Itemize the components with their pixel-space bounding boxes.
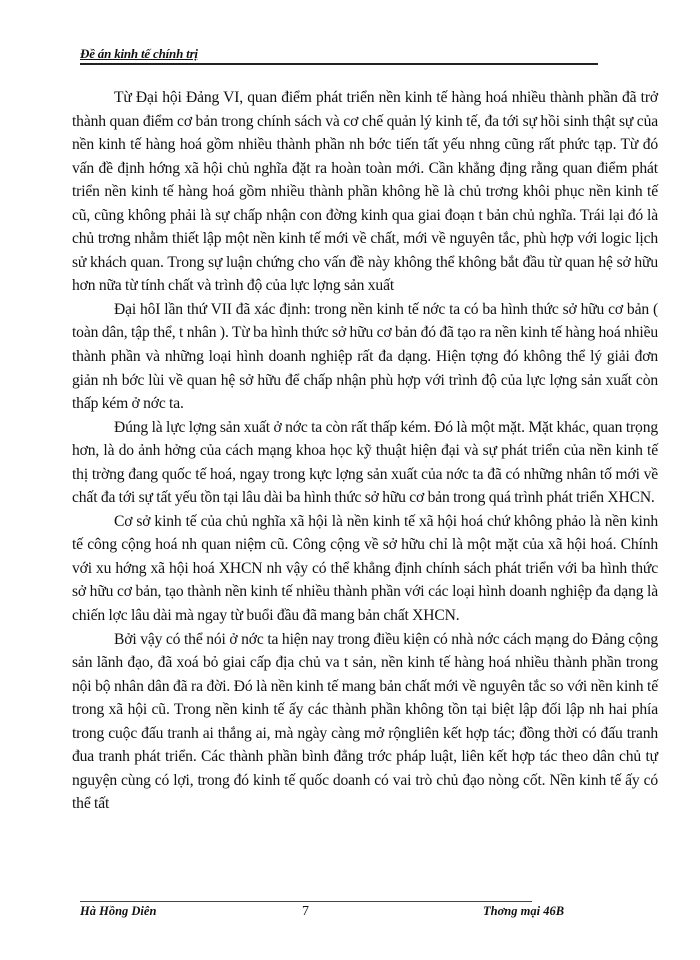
header-title: Đề án kinh tế chính trị: [80, 46, 198, 61]
paragraph: Đúng là lực lợng sản xuất ở nớc ta còn rất thấp kém. Đó là một mặt. Mặt khác, quan trọng hơn, là do ảnh hởng của cách mạng khoa học kỹ thuật hiện đại và sự phát triển của nền kinh tế thị trờng đang quốc tế hoá, ngay trong kực lợng sản xuất của nớc ta đã có những nhân tố mới về chất đa tới sự tất yếu tồn tại lâu dài ba hình thức sở hữu cơ bản trong quá trình phát triển XHCN.: [72, 418, 658, 507]
footer-divider: [80, 901, 532, 902]
footer-class-label: Thơng mại 46B: [483, 904, 565, 918]
page-number: 7: [302, 904, 309, 919]
paragraph: Cơ sở kinh tế của chủ nghĩa xã hội là nền kinh tế xã hội hoá chứ không phảo là nền kinh tế công cộng hoá nh quan niệm cũ. Công cộng về sở hữu chỉ là một mặt của xã hội hoá. Chính với xu hớng xã hội hoá XHCN nh vậy có thể khẳng định chính sách phát triển với ba hình thức sở hữu cơ bản, tạo thành nền kinh tế nhiều thành phần với các loại hình doanh nghiệp đa dạng là chiến lợc lâu dài mà ngay từ buổi đầu đã mang bản chất XHCN.: [72, 512, 658, 625]
paragraph: Đại hôI lần thứ VII đã xác định: trong nền kinh tế nớc ta có ba hình thức sở hữu cơ bản ( toàn dân, tập thể, t nhân ). Từ ba hình thức sở hữu cơ bản đó đã tạo ra nền kinh tế hàng hoá nhiều thành phần và những loại hình doanh nghiệp rất đa dạng. Hiện tợng đó không thể lý giải đơn giản nh bớc lùi về quan hệ sở hữu để chấp nhận phù hợp với trình độ của lực lợng sản xuất còn thấp kém ở nớc ta.: [72, 300, 658, 413]
document-body: [72, 86, 658, 816]
paragraph: Bởi vậy có thể nói ở nớc ta hiện nay trong điều kiện có nhà nớc cách mạng do Đảng cộng sản lãnh đạo, đã xoá bỏ giai cấp địa chủ va t sản, nền kinh tế hàng hoá nhiều thành phần trong nội bộ nhân dân đã ra đời. Đó là nền kinh tế mang bản chất mới về nguyên tắc so với nền kinh tế trong xã hội cũ. Trong nền kinh tế ấy các thành phần không tồn tại biệt lập đối lập nh hai phía trong cuộc đấu tranh ai thắng ai, mà ngày càng mở rộngliên kết hợp tác; đồng thời có đấu tranh đua tranh phát triển. Các thành phần bình đẳng trớc pháp luật, liên kết hợp tác theo dân chủ tự nguyện cùng có lợi, trong đó kinh tế quốc doanh có vai trò chủ đạo nòng cốt. Nền kinh tế ấy có thể tất: [72, 630, 658, 813]
paragraph: Từ Đại hội Đảng VI, quan điểm phát triển nền kinh tế hàng hoá nhiều thành phần đã trở thành quan điểm cơ bản trong chính sách và cơ chế quản lý kinh tế, đa tới sự hồi sinh thật sự của nền kinh tế hàng hoá gồm nhiều thành phần nh bớc tiến tất yếu nhng cũng rất phức tạp. Từ đó vấn đề định hớng xã hội chủ nghĩa đặt ra hoàn toàn mới. Cần khẳng địng rằng quan điểm phát triển nền kinh tế hàng hoá gồm nhiều thành phần không hề là chủ trơng khôi phục nền kinh tế cũ, cũng không phải là sự chấp nhận con đờng kinh qua giai đoạn t bản chủ nghĩa. Trái lại đó là chủ trơng nhằm thiết lập một nền kinh tế mới về chất, mới về nguyên tắc, phù hợp với logic lịch sử khách quan. Trong sự luận chứng cho vấn đề này không thể không bắt đầu từ quan hệ sở hữu hơn nữa từ tính chất và trình độ của lực lợng sản xuất: [72, 89, 658, 295]
footer-author: Hà Hồng Diên: [80, 904, 157, 918]
page-header: [80, 45, 598, 65]
